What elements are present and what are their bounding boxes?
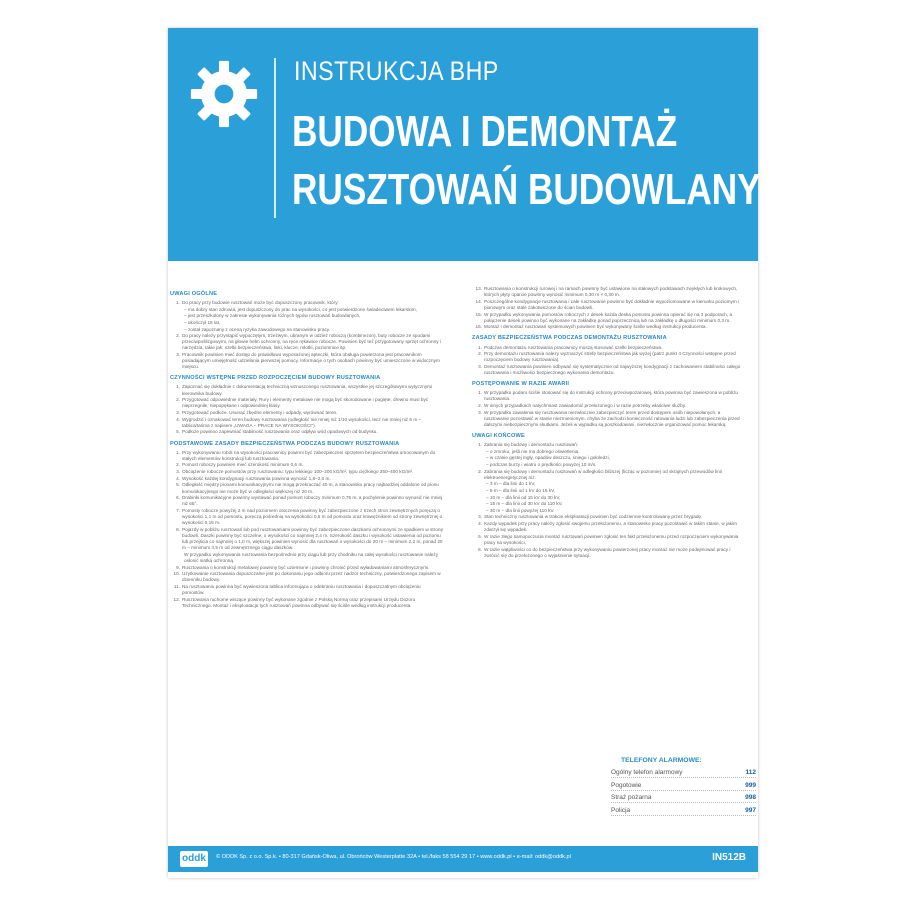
instruction-item xyxy=(472,547,746,559)
instruction-subitem: – 15 m – dla linii od 30 kV do 110 kV, xyxy=(486,501,563,507)
item-text: Zapoznać się dokładnie z dokumentacją techniczną wznoszonego rusztowania, wszystkie jej szczegółowymi wytycznymi kierownika budowy. xyxy=(182,384,433,396)
item-number: 10. xyxy=(173,571,180,577)
item-number: 5. xyxy=(176,429,180,435)
instruction-item xyxy=(170,397,444,409)
right-column xyxy=(472,286,746,559)
item-number: 14. xyxy=(475,298,482,304)
footer-bar xyxy=(168,846,758,872)
title-line-1: BUDOWA I DEMONTAŻ xyxy=(292,107,678,156)
instruction-item xyxy=(170,450,444,462)
item-text: W razie złego samopoczucia montaż rusztowań powinien zgłosić ten fakt przełożonemu przed rozpoczęciem wykonywania pracy na wysokości. xyxy=(484,533,739,545)
instruction-item xyxy=(472,390,746,402)
instruction-section xyxy=(170,441,444,609)
item-number: 3. xyxy=(478,364,482,369)
item-text: Montaż i demontaż rusztowań systemowych powinien być wykonywany ściśle według instrukcji producenta. xyxy=(484,324,707,330)
item-text: Pomosty robocze powyżej 2 m nad poziomem otoczenia powinny być zabezpieczone z trzech stron zewnętrznych poręczą o wysokości 1,1 m od pomostu, poręczą pośrednią na wysokości 0,6 m od pomostu oraz krawężnikiem od strony zewnętrznej o wysokości 0,15 m. xyxy=(182,508,443,526)
phone-row xyxy=(611,806,756,816)
phone-number: 998 xyxy=(745,794,756,801)
phone-number: 999 xyxy=(745,781,756,789)
instruction-subitem: – w czasie gęstej mgły, opadów deszczu, śniegu i gołoledzi, xyxy=(486,455,610,461)
item-text: Do pracy przy budowie rusztowań może być dopuszczony pracownik, który: xyxy=(182,300,339,306)
instruction-item xyxy=(170,476,444,482)
instruction-item xyxy=(170,410,444,416)
instruction-subitem: – 30 m – dla linii powyżej 110 kV. xyxy=(486,507,555,513)
item-number: 9. xyxy=(176,564,180,570)
instruction-subitem: – 5 m – dla linii od 1 kV do 15 kV, xyxy=(486,487,556,493)
instruction-item xyxy=(472,514,746,520)
phone-number: 112 xyxy=(745,769,756,776)
instruction-section xyxy=(170,291,444,370)
instruction-item xyxy=(170,462,444,468)
instruction-subitem: – jest przeszkolony w zakresie wykonywania różnych typów rusztowań budowlanych, xyxy=(184,313,361,319)
item-number: 1. xyxy=(176,449,180,455)
item-number: 1. xyxy=(176,300,180,306)
instruction-item xyxy=(170,565,444,571)
instruction-item xyxy=(472,286,746,298)
item-number: 6. xyxy=(176,495,180,501)
header-banner xyxy=(168,28,812,261)
item-text: W innych przypadkach natychmiast zawiadomić przełożonego i w razie potrzeby właściwe służby. xyxy=(484,403,687,409)
gear-icon xyxy=(188,58,260,130)
phone-service-name: Policja xyxy=(611,806,631,814)
item-number: 4. xyxy=(176,475,180,481)
instruction-subitem: – 10 m – dla linii od 15 kV do 30 kV, xyxy=(486,494,561,500)
footer-contact: © ODDK Sp. z o.o. Sp.k. • 80-317 Gdańsk-Oliwa, ul. Obrońców Westerplatte 32A • tel./faks 58 554 29 17 • www.oddk.pl • e-mail: oddk@oddk.pl xyxy=(216,854,571,860)
item-number: 2. xyxy=(478,351,482,357)
item-text: W razie wątpliwości co do bezpieczeństwa przy wykonywaniu powierzonej pracy montaż nie może podejmować pracy i zwrócić się do przełożonego o wyjaśnienie sytuacji. xyxy=(484,546,731,558)
product-code: IN512B xyxy=(712,852,746,863)
item-number: 2. xyxy=(176,462,180,468)
item-text: Obciążenie robocze pomostów przy rusztowaniu: typu lekkiego 100–200 kG/m², typu ciężkiego 250–400 kG/m². xyxy=(182,469,414,475)
section-heading: UWAGI KOŃCOWE xyxy=(472,433,525,440)
item-number: 16. xyxy=(475,324,482,330)
item-number: 6. xyxy=(478,546,482,552)
item-text: Pracownik powinien mieć dostęp do prawidłowo wyposażonej apteczki, która obsługa powierzona jest pracownikom posiadającym umiejętność udzielania pierwszej pomocy. Informacje o tych osobach powinny być umieszczone w widocznym miejscu. xyxy=(182,352,440,370)
item-number: 1. xyxy=(478,442,482,448)
item-text: Pomost roboczy powinien mieć szerokość minimum 0,6 m. xyxy=(182,462,304,468)
item-number: 12. xyxy=(173,596,180,602)
instruction-subitem: – podczas burzy i wiatru o prędkości powyżej 10 m/s. xyxy=(486,462,597,467)
instruction-section xyxy=(472,286,746,330)
item-number: 8. xyxy=(176,526,180,532)
instruction-section xyxy=(472,433,746,559)
header-divider xyxy=(274,58,276,218)
instruction-item xyxy=(472,345,746,351)
poster-kicker: INSTRUKCJA BHP xyxy=(294,56,499,86)
instruction-item xyxy=(472,534,746,546)
item-text: Do pracy należy przystąpić wypoczętym, trzeźwym, ubranym w odzież roboczą (kombinezon), buty robocze ze spodami przeciwpoślizgowymi, na głowie hełm ochronny, na ręce rękawice robocze. Powinien być też przygotowany sprzęt ochronny i narzędzia, takie jak: szelki bezpieczeństwa, linki, klucze, młotki, poziomnice itp. xyxy=(182,333,441,351)
item-number: 2. xyxy=(478,468,482,474)
phone-service-name: Pogotowie xyxy=(611,781,642,789)
item-text: Demontaż rusztowania powinien odbywać się systematycznie od najwyższej kondygnacji z zachowaniem stabilności całego rusztowania i możliwości bezpiecznego wykonania demontażu. xyxy=(484,364,741,376)
item-number: 5. xyxy=(478,533,482,539)
instruction-item xyxy=(472,521,746,533)
item-text: Drabinki komunikacyjne powinny wystawać ponad pomost roboczy minimum 0,75 m, a pochylenie powinno wynosić nie mniej niż 65°. xyxy=(182,495,443,507)
item-number: 3. xyxy=(478,514,482,520)
instruction-item xyxy=(170,527,444,551)
instruction-item xyxy=(472,312,746,324)
item-number: 4. xyxy=(176,416,180,422)
instruction-item xyxy=(472,324,746,330)
item-text: Podłoże powinno zapewniać stabilność rusztowania oraz odpływ wód opadowych od budynku. xyxy=(182,429,378,435)
item-number: 7. xyxy=(176,508,180,514)
item-text: Przygotować podłoże. Usunąć zbędne elementy i odpady, wyrównać teren. xyxy=(182,409,338,415)
instruction-subitem: – został zapoznany z oceną ryzyka zawodowego na stanowisku pracy. xyxy=(184,326,331,332)
item-text: Wygrodzić i oznakować teren budowy rusztowania (odległość nie mniej niż 1/10 wysokości, lecz nie mniej niż 6 m – tablica/taśma z napisem „UWAGA – PRACE NA WYSOKOŚCI”). xyxy=(182,416,422,428)
item-text: Stan techniczny rusztowania w trakcie eksploatacji powinien być codziennie kontrolowany przez brygadę. xyxy=(484,514,703,520)
item-text: Na rusztowaniu powinna być wywieszona tablica informująca o odebraniu rusztowania i dopuszczalnym obciążeniu pomostów. xyxy=(182,584,421,596)
item-number: 3. xyxy=(176,409,180,415)
item-number: 13. xyxy=(475,286,482,291)
instruction-section xyxy=(170,375,444,435)
item-text: Podczas demontażu rusztowania pracownicy muszą stosować szelki bezpieczeństwa. xyxy=(484,344,663,350)
item-number: 3. xyxy=(176,352,180,358)
section-heading: PODSTAWOWE ZASADY BEZPIECZEŃSTWA PODCZAS BUDOWY RUSZTOWANIA xyxy=(170,440,400,447)
item-text: Poszczególne kondygnacje rusztowania i całe rusztowanie powinno być dokładnie wypoziomowane w kierunku poziomym i pionowym oraz stale zakotwiczone do ścian budowli. xyxy=(484,298,740,310)
poster-title xyxy=(292,103,812,219)
phones-heading: TELEFONY ALARMOWE: xyxy=(621,757,702,764)
instruction-section xyxy=(472,335,746,376)
item-text: W przypadku zawalenia się rusztowania niezwłocznie zabezpieczyć teren przed dostępem osób niepowołanych, a rusztowanie pozostawić w stanie niezmienionym, chyba że zachodzi konieczność ratowania ludzi lub zabezpieczenia przed dalszymi niebezpiecznymi skutkami. Jeżeli w wypadku są poszkodowani, niezwłocznie organizować pomoc lekarską. xyxy=(484,409,740,427)
instruction-subitem: – ukończył 18 lat, xyxy=(184,319,221,325)
item-number: 2. xyxy=(478,403,482,409)
instruction-item xyxy=(170,352,444,370)
instruction-item xyxy=(170,300,444,306)
instruction-item xyxy=(170,571,444,583)
item-text: Wysokość każdej kondygnacji rusztowania powinna wynosić 1,8–2,0 m. xyxy=(182,475,331,481)
instruction-item xyxy=(472,364,746,376)
oddk-logo: oddk xyxy=(180,851,208,867)
item-text: Pojazdy w pobliżu rusztowań lub pod rusztowaniami powinny być zabezpieczone daszkami ochronnymi ze spadkiem w stronę budowli. Daszki powinny być szczelne, o wysokości co najmniej 2,4 m. Szerokość daszku i wysokość ustawienia od poziomu lub przejścia co najmniej o 1,0 m, większej powinien wynosić dla rusztowań o wysokości do 20 m – minimum 2,2 m, ponad 20 m – minimum 3,5 m od zewnętrznego ciągu daszków. xyxy=(182,526,444,551)
instruction-item xyxy=(170,429,444,435)
item-number: 15. xyxy=(475,311,482,317)
safety-instruction-poster xyxy=(168,28,812,878)
phone-service-name: Straż pożarna xyxy=(611,794,652,801)
item-number: 1. xyxy=(478,344,482,350)
item-text: Zabrania się budowy i demontażu rusztowań w odległości bliższej (licząc w poziomie) od skrajnych przewodów linii elektroenergetycznej niż: xyxy=(484,468,722,480)
section-heading: POSTĘPOWANIE W RAZIE AWARII xyxy=(472,381,570,388)
instruction-item xyxy=(170,482,444,494)
instruction-subitem: – ma dobry stan zdrowia, jest dopuszczony do prac na wysokości, co jest potwierdzone świadectwem lekarskim, xyxy=(184,306,417,312)
item-number: 5. xyxy=(176,482,180,488)
instruction-item xyxy=(472,403,746,409)
item-text: Rusztowania ruchome wiszące powinny być wykonane zgodnie z Polską Normą oraz przepisami Urzędu Dozoru Technicznego. Montaż i eksploatacja tych rusztowań powinna odbywać się ściśle według instrukcji producenta. xyxy=(182,596,416,608)
instruction-item xyxy=(170,597,444,609)
item-number: 2. xyxy=(176,333,180,339)
item-text: Przy wykonywaniu robót na wysokości pracownicy powinni być zabezpieczeni sprzętem bezpieczeństwa umocowanym do stałych elementów konstrukcji lub rusztowania. xyxy=(182,449,436,461)
instruction-item xyxy=(472,410,746,428)
phones-list xyxy=(611,768,756,816)
instruction-item xyxy=(472,469,746,481)
instruction-subitem: – 3 m – dla linii do 1 kV, xyxy=(486,481,536,487)
phone-service-name: Ogólny telefon alarmowy xyxy=(611,769,683,776)
item-number: 3. xyxy=(176,469,180,475)
item-number: 1. xyxy=(478,390,482,396)
phone-row xyxy=(611,793,756,803)
item-text: Przygotować odpowiednie materiały. Rury i elementy metalowe nie mogą być skorodowane i pogięte, drewno musi być nieprzegniłe, niepopękane i odpowiedniej klasy. xyxy=(182,397,429,409)
instruction-subitem: – o zmroku, jeśli nie ma dobrego oświetlenia, xyxy=(486,448,580,454)
item-text: W przypadku wykonywania pomostów roboczych z desek każda deska pomostu powinna opierać się na 3 podporach, a połączenie desek powinno być wykonane na zakładkę ponad poprzecznicą lub na zakładkę o długości minimum 0,3 m. xyxy=(484,311,733,323)
item-text: Rusztowania o konstrukcji rurowej i na ramach powinny być ustawione na stałowych podstawach zwykłych lub krokowych, których płyty oparcie powinny wynosić minimum 0,30 m × 0,30 m. xyxy=(484,286,738,298)
phone-row xyxy=(611,781,756,791)
instruction-item xyxy=(472,442,746,448)
item-number: 2. xyxy=(176,397,180,403)
item-number: 3. xyxy=(478,409,482,415)
title-line-2: RUSZTOWAŃ BUDOWLANYCH xyxy=(292,165,812,214)
item-text: Przy demontażu rusztowania należy wyznaczyć strefę bezpieczeństwa jak wyżej (patrz punkt 4 Czynności wstępne przed rozpoczęciem budowy rusztowania). xyxy=(484,351,736,363)
section-heading: CZYNNOŚCI WSTĘPNE PRZED ROZPOCZĘCIEM BUDOWY RUSZTOWANIA xyxy=(170,375,381,382)
item-text: Rusztowania o konstrukcji metalowej powinny być uziemione i powinny chronić przed wyładowaniami atmosferycznymi. xyxy=(182,564,430,570)
instruction-item xyxy=(170,333,444,351)
item-number: 1. xyxy=(176,384,180,390)
section-heading: UWAGI OGÓLNE xyxy=(170,291,218,297)
instruction-item xyxy=(472,351,746,363)
emergency-phones xyxy=(611,757,756,818)
instruction-section xyxy=(472,381,746,428)
item-text: Każdy wypadek przy pracy należy zgłosić swojemu przełożonemu, a stanowisko pracy pozostawić w takim stanie, w jakim zdarzył się wypadek. xyxy=(484,521,737,533)
item-text: Odległość między pionami komunikacyjnymi nie mogą przekraczać 40 m, a stanowisko pracy najbardziej oddalone od pionu komunikacyjnego nie może być w odległości większej niż 20 m. xyxy=(182,482,439,494)
instruction-item xyxy=(170,417,444,429)
item-number: 4. xyxy=(478,521,482,527)
instruction-item xyxy=(170,384,444,396)
instruction-item xyxy=(170,469,444,475)
phone-number: 997 xyxy=(745,806,756,814)
phone-row xyxy=(611,768,756,778)
instruction-item xyxy=(170,584,444,596)
instruction-item xyxy=(170,495,444,507)
instruction-item xyxy=(170,508,444,526)
item-number: 11. xyxy=(173,584,180,590)
item-text: W przypadku podaru ściśle stosować się do instrukcji ochrony przeciwpożarowej, która powinna być zawieszona w pobliżu rusztowania. xyxy=(484,390,739,402)
instruction-subitem: W przypadku wykonywania rusztowania bezpośrednio przy ciągu lub przy chodniku na całej wysokości rusztowanie należy osłonić siatką ochronną. xyxy=(184,551,439,563)
left-column xyxy=(170,286,444,610)
item-text: Zabrania się budowy i demontażu rusztowań: xyxy=(484,442,579,448)
instruction-item xyxy=(472,299,746,311)
section-heading: ZASADY BEZPIECZEŃSTWA PODCZAS DEMONTAŻU RUSZTOWANIA xyxy=(472,335,667,342)
item-text: Użytkowanie rusztowania dopuszczalne jest po dokonaniu jego odbioru przez nadzór techniczny, potwierdzonego zapisem w dzienniku budowy. xyxy=(182,571,441,583)
